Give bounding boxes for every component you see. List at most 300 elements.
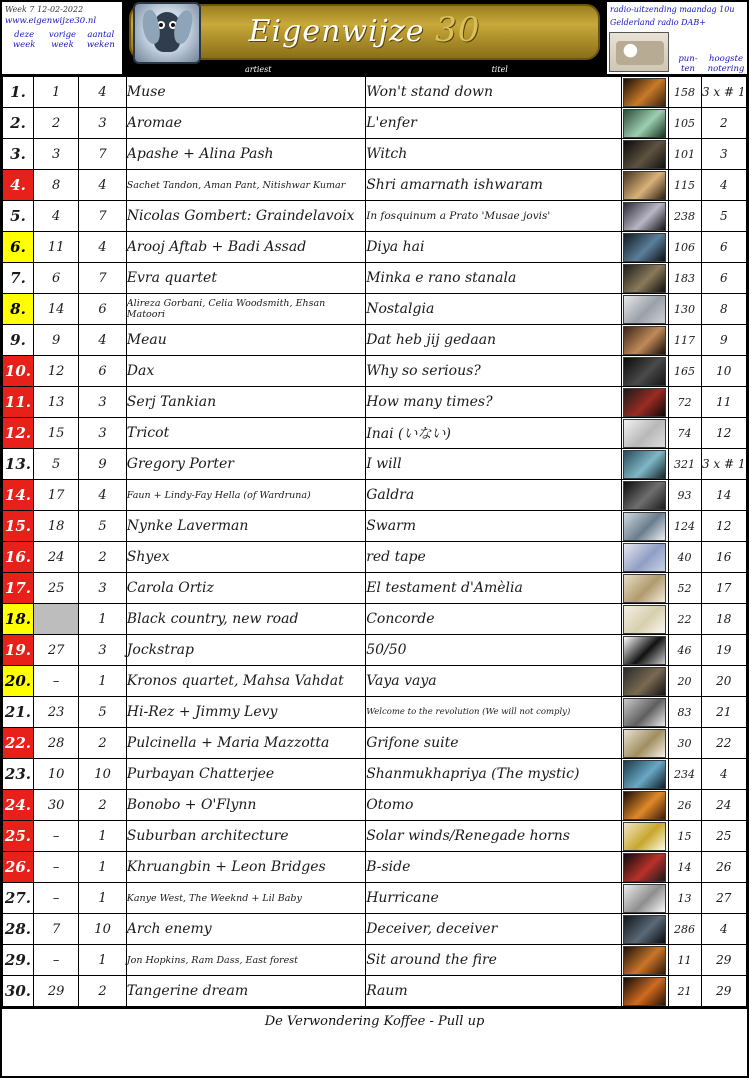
cell-weeks-count: 6 xyxy=(79,294,126,325)
album-cover-image xyxy=(623,605,666,634)
cell-previous-week: 7 xyxy=(33,914,78,945)
cell-artist: Nynke Laverman xyxy=(126,511,365,542)
cell-artist: Khruangbin + Leon Bridges xyxy=(126,852,365,883)
cell-points: 165 xyxy=(668,356,701,387)
cell-title: Sit around the fire xyxy=(366,945,622,976)
cell-position: 20. xyxy=(3,666,34,697)
cell-peak-position: 12 xyxy=(701,511,746,542)
cell-peak-position: 20 xyxy=(701,666,746,697)
cell-title: Galdra xyxy=(366,480,622,511)
cell-artist: Faun + Lindy-Fay Hella (of Wardruna) xyxy=(126,480,365,511)
cell-previous-week: 4 xyxy=(33,201,78,232)
cell-points: 106 xyxy=(668,232,701,263)
cell-title: Inai (いない) xyxy=(366,418,622,449)
page-header xyxy=(2,2,747,76)
cell-points: 101 xyxy=(668,139,701,170)
cell-previous-week: 3 xyxy=(33,139,78,170)
chart-table xyxy=(2,76,747,1007)
cell-points: 158 xyxy=(668,77,701,108)
cell-previous-week: 25 xyxy=(33,573,78,604)
cell-previous-week: 9 xyxy=(33,325,78,356)
table-row xyxy=(3,666,747,697)
cell-cover xyxy=(622,325,668,356)
cell-previous-week: 14 xyxy=(33,294,78,325)
cell-title: I will xyxy=(366,449,622,480)
cell-position: 5. xyxy=(3,201,34,232)
album-cover-image xyxy=(623,822,666,851)
cell-cover xyxy=(622,201,668,232)
table-row xyxy=(3,635,747,666)
cell-peak-position: 4 xyxy=(701,914,746,945)
cell-peak-position: 10 xyxy=(701,356,746,387)
table-row xyxy=(3,542,747,573)
cell-title: B-side xyxy=(366,852,622,883)
album-cover-image xyxy=(623,295,666,324)
cell-points: 115 xyxy=(668,170,701,201)
cell-weeks-count: 2 xyxy=(79,790,126,821)
cell-points: 83 xyxy=(668,697,701,728)
cell-title: Shanmukhapriya (The mystic) xyxy=(366,759,622,790)
cell-cover xyxy=(622,790,668,821)
cell-weeks-count: 7 xyxy=(79,263,126,294)
cell-artist: Meau xyxy=(126,325,365,356)
cell-points: 26 xyxy=(668,790,701,821)
cell-artist: Hi-Rez + Jimmy Levy xyxy=(126,697,365,728)
col-header-peak: hoogste notering xyxy=(707,54,745,74)
cell-previous-week: – xyxy=(33,666,78,697)
cell-cover xyxy=(622,263,668,294)
album-cover-image xyxy=(623,512,666,541)
album-cover-image xyxy=(623,946,666,975)
cell-weeks-count: 10 xyxy=(79,914,126,945)
cell-weeks-count: 4 xyxy=(79,170,126,201)
table-row xyxy=(3,573,747,604)
cell-points: 124 xyxy=(668,511,701,542)
cell-peak-position: 11 xyxy=(701,387,746,418)
table-row xyxy=(3,759,747,790)
cell-title: Dat heb jij gedaan xyxy=(366,325,622,356)
table-row xyxy=(3,294,747,325)
table-row xyxy=(3,170,747,201)
cell-title: In fosquinum a Prato 'Musae jovis' xyxy=(366,201,622,232)
cell-weeks-count: 4 xyxy=(79,480,126,511)
cell-peak-position: 6 xyxy=(701,263,746,294)
cell-weeks-count: 5 xyxy=(79,697,126,728)
table-row xyxy=(3,356,747,387)
album-cover-image xyxy=(623,791,666,820)
table-row xyxy=(3,108,747,139)
cell-previous-week: 2 xyxy=(33,108,78,139)
album-cover-image xyxy=(623,171,666,200)
table-row xyxy=(3,511,747,542)
cell-position: 10. xyxy=(3,356,34,387)
cell-points: 13 xyxy=(668,883,701,914)
cell-position: 6. xyxy=(3,232,34,263)
cell-artist: Pulcinella + Maria Mazzotta xyxy=(126,728,365,759)
cell-position: 7. xyxy=(3,263,34,294)
cell-weeks-count: 1 xyxy=(79,821,126,852)
col-header-this-week: deze week xyxy=(12,30,36,50)
table-row xyxy=(3,232,747,263)
cell-artist: Sachet Tandon, Aman Pant, Nitishwar Kumar xyxy=(126,170,365,201)
cell-points: 286 xyxy=(668,914,701,945)
cell-artist: Gregory Porter xyxy=(126,449,365,480)
album-cover-image xyxy=(623,636,666,665)
col-header-artist: artiest xyxy=(245,65,272,74)
cell-position: 9. xyxy=(3,325,34,356)
album-cover-image xyxy=(623,760,666,789)
album-cover-image xyxy=(623,977,666,1006)
cell-peak-position: 9 xyxy=(701,325,746,356)
cell-title: Diya hai xyxy=(366,232,622,263)
cell-cover xyxy=(622,542,668,573)
footer xyxy=(2,1007,747,1033)
cell-title: Hurricane xyxy=(366,883,622,914)
cell-position: 4. xyxy=(3,170,34,201)
cell-artist: Tricot xyxy=(126,418,365,449)
cell-artist: Tangerine dream xyxy=(126,976,365,1007)
cell-previous-week xyxy=(33,604,78,635)
album-cover-image xyxy=(623,388,666,417)
cell-points: 46 xyxy=(668,635,701,666)
header-left xyxy=(2,2,122,74)
cell-points: 21 xyxy=(668,976,701,1007)
cell-cover xyxy=(622,666,668,697)
cell-points: 130 xyxy=(668,294,701,325)
cell-position: 21. xyxy=(3,697,34,728)
cell-weeks-count: 1 xyxy=(79,883,126,914)
cell-title: 50/50 xyxy=(366,635,622,666)
cell-points: 72 xyxy=(668,387,701,418)
cell-position: 24. xyxy=(3,790,34,821)
cell-position: 19. xyxy=(3,635,34,666)
cell-artist: Purbayan Chatterjee xyxy=(126,759,365,790)
cell-previous-week: 8 xyxy=(33,170,78,201)
cell-cover xyxy=(622,573,668,604)
cell-artist: Bonobo + O'Flynn xyxy=(126,790,365,821)
cell-previous-week: 29 xyxy=(33,976,78,1007)
album-cover-image xyxy=(623,450,666,479)
banner-title-number: 30 xyxy=(435,10,481,50)
cell-previous-week: 15 xyxy=(33,418,78,449)
table-row xyxy=(3,77,747,108)
cell-cover xyxy=(622,449,668,480)
header-right-bottom xyxy=(607,28,747,74)
cell-points: 93 xyxy=(668,480,701,511)
cell-position: 14. xyxy=(3,480,34,511)
cell-peak-position: 27 xyxy=(701,883,746,914)
album-cover-image xyxy=(623,574,666,603)
cell-title: Vaya vaya xyxy=(366,666,622,697)
cell-peak-position: 5 xyxy=(701,201,746,232)
table-row xyxy=(3,976,747,1007)
cell-weeks-count: 7 xyxy=(79,201,126,232)
cell-title: Welcome to the revolution (We will not comply) xyxy=(366,697,622,728)
cell-peak-position: 4 xyxy=(701,170,746,201)
cell-peak-position: 3 xyxy=(701,139,746,170)
cell-weeks-count: 3 xyxy=(79,573,126,604)
cell-weeks-count: 7 xyxy=(79,139,126,170)
cell-peak-position: 22 xyxy=(701,728,746,759)
table-row xyxy=(3,325,747,356)
cell-points: 321 xyxy=(668,449,701,480)
album-cover-image xyxy=(623,419,666,448)
table-row xyxy=(3,449,747,480)
cell-weeks-count: 3 xyxy=(79,635,126,666)
cell-points: 238 xyxy=(668,201,701,232)
cell-previous-week: – xyxy=(33,821,78,852)
cell-points: 52 xyxy=(668,573,701,604)
cell-position: 12. xyxy=(3,418,34,449)
cell-artist: Muse xyxy=(126,77,365,108)
banner-subheaders xyxy=(123,65,606,74)
album-cover-image xyxy=(623,698,666,727)
cell-position: 11. xyxy=(3,387,34,418)
cell-peak-position: 3 x # 1 xyxy=(701,449,746,480)
album-cover-image xyxy=(623,233,666,262)
table-row xyxy=(3,418,747,449)
cell-artist: Serj Tankian xyxy=(126,387,365,418)
cell-artist: Arch enemy xyxy=(126,914,365,945)
cell-artist: Suburban architecture xyxy=(126,821,365,852)
cell-cover xyxy=(622,635,668,666)
cell-position: 29. xyxy=(3,945,34,976)
cell-artist: Nicolas Gombert: Graindelavoix xyxy=(126,201,365,232)
cell-artist: Dax xyxy=(126,356,365,387)
cell-cover xyxy=(622,976,668,1007)
cell-cover xyxy=(622,883,668,914)
cell-previous-week: 24 xyxy=(33,542,78,573)
cell-previous-week: – xyxy=(33,852,78,883)
cell-previous-week: 23 xyxy=(33,697,78,728)
cell-title: Otomo xyxy=(366,790,622,821)
cell-position: 8. xyxy=(3,294,34,325)
album-cover-image xyxy=(623,667,666,696)
cell-weeks-count: 1 xyxy=(79,604,126,635)
cell-title: Nostalgia xyxy=(366,294,622,325)
cell-peak-position: 3 x # 1 xyxy=(701,77,746,108)
cell-weeks-count: 3 xyxy=(79,418,126,449)
cell-previous-week: 13 xyxy=(33,387,78,418)
album-cover-image xyxy=(623,202,666,231)
table-row xyxy=(3,480,747,511)
cell-cover xyxy=(622,821,668,852)
cell-title: Why so serious? xyxy=(366,356,622,387)
cell-points: 20 xyxy=(668,666,701,697)
table-row xyxy=(3,883,747,914)
table-row xyxy=(3,604,747,635)
album-cover-image xyxy=(623,853,666,882)
cell-peak-position: 4 xyxy=(701,759,746,790)
cell-points: 40 xyxy=(668,542,701,573)
cell-weeks-count: 1 xyxy=(79,666,126,697)
table-row xyxy=(3,697,747,728)
cell-title: red tape xyxy=(366,542,622,573)
cell-title: El testament d'Amèlia xyxy=(366,573,622,604)
cell-peak-position: 18 xyxy=(701,604,746,635)
cell-points: 11 xyxy=(668,945,701,976)
cell-title: Minka e rano stanala xyxy=(366,263,622,294)
footer-text: De Verwondering Koffee - Pull up xyxy=(264,1013,485,1029)
week-label: Week 7 12-02-2022 xyxy=(5,5,84,14)
rank-column-headers xyxy=(5,30,120,50)
table-row xyxy=(3,139,747,170)
cell-previous-week: 12 xyxy=(33,356,78,387)
cell-peak-position: 16 xyxy=(701,542,746,573)
cell-position: 25. xyxy=(3,821,34,852)
chart-table-body xyxy=(3,77,747,1007)
cell-cover xyxy=(622,139,668,170)
album-cover-image xyxy=(623,109,666,138)
table-row xyxy=(3,852,747,883)
cell-title: Witch xyxy=(366,139,622,170)
cell-peak-position: 19 xyxy=(701,635,746,666)
cell-peak-position: 29 xyxy=(701,976,746,1007)
cell-artist: Kronos quartet, Mahsa Vahdat xyxy=(126,666,365,697)
cell-title: Solar winds/Renegade horns xyxy=(366,821,622,852)
header-cover-thumbnail xyxy=(609,32,669,72)
cell-previous-week: 10 xyxy=(33,759,78,790)
cell-peak-position: 26 xyxy=(701,852,746,883)
cell-cover xyxy=(622,728,668,759)
album-cover-image xyxy=(623,264,666,293)
cell-position: 1. xyxy=(3,77,34,108)
cell-points: 105 xyxy=(668,108,701,139)
header-right xyxy=(607,2,747,74)
cell-peak-position: 29 xyxy=(701,945,746,976)
cell-points: 117 xyxy=(668,325,701,356)
cell-artist: Jon Hopkins, Ram Dass, East forest xyxy=(126,945,365,976)
cell-cover xyxy=(622,356,668,387)
cell-peak-position: 14 xyxy=(701,480,746,511)
cell-peak-position: 24 xyxy=(701,790,746,821)
album-cover-image xyxy=(623,357,666,386)
cell-previous-week: 6 xyxy=(33,263,78,294)
cell-cover xyxy=(622,759,668,790)
cell-title: Grifone suite xyxy=(366,728,622,759)
cell-points: 74 xyxy=(668,418,701,449)
cell-artist: Evra quartet xyxy=(126,263,365,294)
cell-cover xyxy=(622,232,668,263)
cell-peak-position: 8 xyxy=(701,294,746,325)
cell-weeks-count: 3 xyxy=(79,108,126,139)
cell-previous-week: 18 xyxy=(33,511,78,542)
cell-points: 234 xyxy=(668,759,701,790)
col-header-points: pun- ten xyxy=(678,54,698,74)
cell-title: Raum xyxy=(366,976,622,1007)
cell-position: 18. xyxy=(3,604,34,635)
cell-position: 26. xyxy=(3,852,34,883)
radio-info-line1: radio-uitzending maandag 10u xyxy=(610,5,735,14)
cell-cover xyxy=(622,511,668,542)
cell-cover xyxy=(622,914,668,945)
cell-previous-week: – xyxy=(33,945,78,976)
cell-points: 30 xyxy=(668,728,701,759)
cell-weeks-count: 2 xyxy=(79,728,126,759)
cell-cover xyxy=(622,945,668,976)
cell-previous-week: 27 xyxy=(33,635,78,666)
cell-position: 22. xyxy=(3,728,34,759)
website-link[interactable]: www.eigenwijze30.nl xyxy=(5,16,97,26)
col-header-weeks: aantal weken xyxy=(86,30,115,50)
cell-weeks-count: 4 xyxy=(79,232,126,263)
cell-weeks-count: 4 xyxy=(79,325,126,356)
cell-weeks-count: 1 xyxy=(79,852,126,883)
cell-position: 28. xyxy=(3,914,34,945)
table-row xyxy=(3,201,747,232)
cell-previous-week: 11 xyxy=(33,232,78,263)
cell-weeks-count: 5 xyxy=(79,511,126,542)
cell-weeks-count: 4 xyxy=(79,77,126,108)
album-cover-image xyxy=(623,78,666,107)
cell-cover xyxy=(622,697,668,728)
album-cover-image xyxy=(623,915,666,944)
table-row xyxy=(3,821,747,852)
album-cover-image xyxy=(623,481,666,510)
cell-position: 23. xyxy=(3,759,34,790)
cell-previous-week: 30 xyxy=(33,790,78,821)
banner-title-text: Eigenwijze xyxy=(248,14,425,49)
cell-cover xyxy=(622,294,668,325)
table-row xyxy=(3,945,747,976)
cell-position: 27. xyxy=(3,883,34,914)
cell-cover xyxy=(622,108,668,139)
cell-points: 15 xyxy=(668,821,701,852)
title-banner xyxy=(122,2,607,74)
cell-artist: Apashe + Alina Pash xyxy=(126,139,365,170)
cell-weeks-count: 2 xyxy=(79,976,126,1007)
cell-cover xyxy=(622,170,668,201)
cell-previous-week: 17 xyxy=(33,480,78,511)
cell-cover xyxy=(622,77,668,108)
album-cover-image xyxy=(623,326,666,355)
cell-title: Concorde xyxy=(366,604,622,635)
table-row xyxy=(3,790,747,821)
cell-artist: Jockstrap xyxy=(126,635,365,666)
cell-cover xyxy=(622,852,668,883)
table-row xyxy=(3,387,747,418)
col-header-prev-week: vorige week xyxy=(48,30,77,50)
cell-weeks-count: 6 xyxy=(79,356,126,387)
album-cover-image xyxy=(623,884,666,913)
cell-cover xyxy=(622,480,668,511)
col-header-title: titel xyxy=(491,65,508,74)
cell-position: 17. xyxy=(3,573,34,604)
cell-artist: Aromae xyxy=(126,108,365,139)
table-row xyxy=(3,728,747,759)
cell-weeks-count: 1 xyxy=(79,945,126,976)
album-cover-image xyxy=(623,729,666,758)
cell-title: Swarm xyxy=(366,511,622,542)
cell-peak-position: 25 xyxy=(701,821,746,852)
cell-weeks-count: 10 xyxy=(79,759,126,790)
cell-artist: Alireza Gorbani, Celia Woodsmith, Ehsan Matoori xyxy=(126,294,365,325)
table-row xyxy=(3,914,747,945)
cell-weeks-count: 9 xyxy=(79,449,126,480)
cell-peak-position: 21 xyxy=(701,697,746,728)
cell-cover xyxy=(622,418,668,449)
radio-info-line2: Gelderland radio DAB+ xyxy=(610,18,706,27)
album-cover-image xyxy=(623,140,666,169)
cell-position: 2. xyxy=(3,108,34,139)
cell-previous-week: 1 xyxy=(33,77,78,108)
cell-title: How many times? xyxy=(366,387,622,418)
cell-title: L'enfer xyxy=(366,108,622,139)
cell-artist: Shyex xyxy=(126,542,365,573)
cell-title: Deceiver, deceiver xyxy=(366,914,622,945)
cell-position: 15. xyxy=(3,511,34,542)
cell-peak-position: 12 xyxy=(701,418,746,449)
